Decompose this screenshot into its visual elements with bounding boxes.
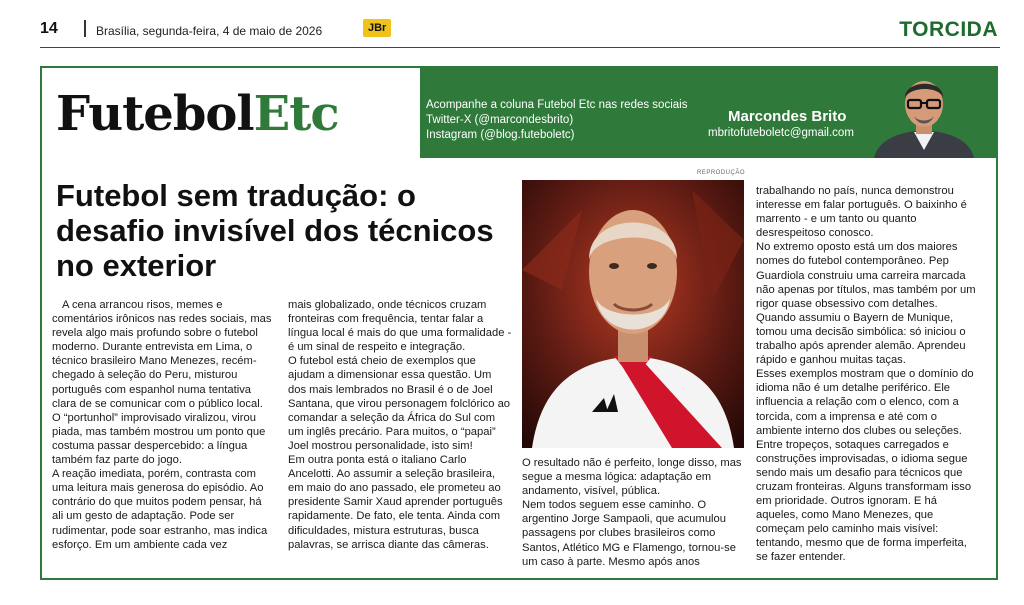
column-logo-box [42,68,420,158]
column-banner [42,68,996,158]
paragraph: trabalhando no país, nunca demonstrou interesse em falar português. O baixinho é marrento - e um tanto ou quanto desrespeitoso conosco. [756,185,967,240]
page-header [40,14,1000,48]
paragraph: Nem todos seguem esse caminho. O argentino Jorge Sampaoli, que acumulou passagens por clubes brasileiros como Santos, Atlético MG e Flamengo, tornou-se um caso à parte. Mesmo após anos [522,499,736,568]
twitter-handle: Twitter-X (@marcondesbrito) [426,114,574,126]
paragraph: A reação imediata, porém, contrasta com uma leitura mais generosa do episódio. Ao contrário do que muitos podem pensar, há ali um gesto de adaptação. Pode ser rudimentar, pode soar estranho, mas indica esforço. Em um ambiente cada vez [52,468,268,551]
header-divider [84,20,86,37]
logo-main: Futebol [56,86,254,142]
paragraph: O resultado não é perfeito, longe disso, mas segue a mesma lógica: adaptação em andamento, visível, pública. [522,457,742,498]
column-frame [40,66,998,580]
article-column-4 [756,184,978,565]
paragraph: mais globalizado, onde técnicos cruzam fronteiras com frequência, tentar falar a língua local é mais do que uma formalidade - é um sinal de respeito e integração. [288,299,512,354]
article-headline: Futebol sem tradução: o desafio invisível dos técnicos no exterior [56,178,494,283]
paragraph: Em outra ponta está o italiano Carlo Ancelotti. Ao assumir a seleção brasileira, em maio do ano passado, ele prometeu ao presidente Samir Xaud aprender português rapidamente. De fato, ele tenta. Ainda com dificuldades, mistura estruturas, busca palavras, se arrisca diante das câmeras. [288,454,503,551]
paragraph: Entre tropeços, sotaques carregados e construções improvisadas, o idioma segue sendo mais um desafio para técnicos que cruzam fronteiras. Alguns transformam isso em prioridade. Outros ignoram. E há aqueles, como Mano Menezes, que começam pelo caminho mais visível: tentando, mesmo que de forma imperfeita, se fazer entender. [756,438,972,564]
follow-text: Acompanhe a coluna Futebol Etc nas redes sociais [426,99,688,111]
photo-credit: REPRODUÇÃO [697,170,746,176]
article-photo [522,180,744,448]
article-column-2 [288,298,512,552]
article-column-3 [522,456,746,569]
page-number: 14 [40,20,58,37]
publication-badge: JBr [363,19,391,37]
column-logo [56,88,339,140]
paragraph: No extremo oposto está um dos maiores nomes do futebol contemporâneo. Pep Guardiola construiu uma carreira marcada não apenas por títulos, mas também por um rigor quase obsessivo com detalhes. Quando assumiu o Bayern de Munique, tomou uma decisão simbólica: só iniciou o trabalho após aprender alemão. Aprendeu rápido e ganhou muitas taças. [756,241,976,367]
author-email: mbritofuteboletc@gmail.com [708,127,854,139]
paragraph: A cena arrancou risos, memes e comentários irônicos nas redes sociais, mas revela algo mais profundo sobre o futebol moderno. Durante entrevista em Lima, o técnico brasileiro Mano Menezes, recém-chegado à seleção do Peru, misturou português com espanhol numa tentativa clara de se comunicar com o público local. O “portunhol” improvisado viralizou, virou piada, mas também mostrou um ponto que costuma passar despercebido: a língua também faz parte do jogo. [52,299,272,467]
paragraph: Esses exemplos mostram que o domínio do idioma não é um detalhe periférico. Ele influencia a relação com o elenco, com a torcida, com a imprensa e até com o ambiente interno dos clubes ou seleções. [756,368,974,437]
dateline: Brasília, segunda-feira, 4 de maio de 2026 [96,24,323,38]
instagram-handle: Instagram (@blog.futeboletc) [426,129,575,141]
article-column-1 [52,298,274,552]
author-name: Marcondes Brito [728,108,847,125]
author-avatar [868,70,980,158]
paragraph: O futebol está cheio de exemplos que ajudam a dimensionar essa questão. Um dos mais lembrados no Brasil é o de Joel Santana, que virou personagem folclórico ao comandar a seleção da África do Sul com um inglês precário. Para muitos, o “papai” Joel mostrou personalidade, isto sim! [288,355,511,452]
section-title: TORCIDA [899,18,998,41]
logo-accent: Etc [253,86,339,142]
social-links [426,98,687,143]
